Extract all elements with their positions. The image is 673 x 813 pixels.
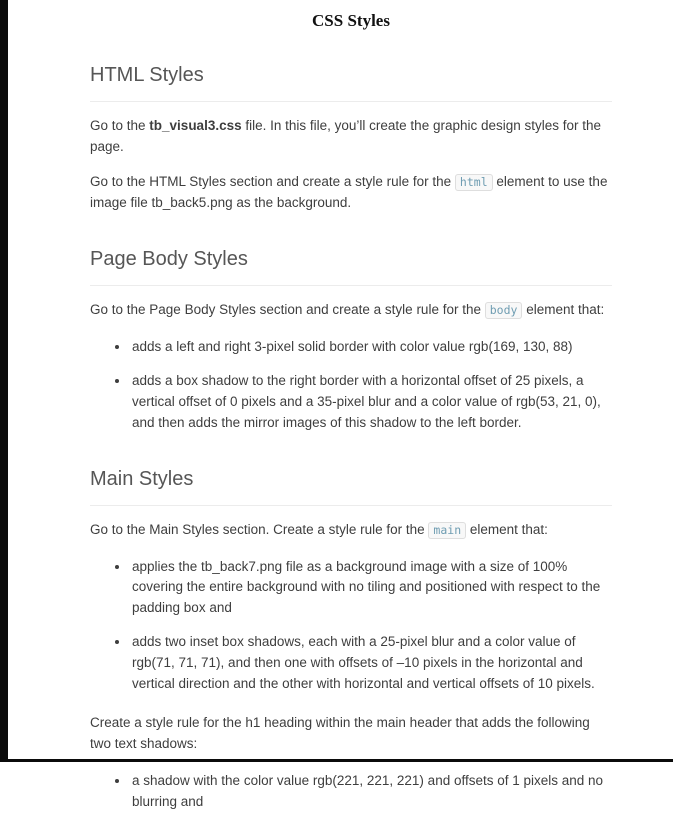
main-styles-bullet-list xyxy=(90,557,612,696)
paragraph-visual3-file xyxy=(90,116,612,158)
section-heading-page-body-styles: Page Body Styles xyxy=(90,244,612,286)
bullet-item: • adds a left and right 3-pixel solid border with color value rgb(169, 130, 88) xyxy=(130,337,612,358)
paragraph-h1-text-shadows: Create a style rule for the h1 heading within the main header that adds the following two text shadows: xyxy=(90,715,590,752)
bullet-item: • applies the tb_back7.png file as a background image with a size of 100% covering the entire background with no tiling and positioned with respect to the padding box and xyxy=(130,557,612,620)
bullet-item: • adds two inset box shadows, each with a 25-pixel blur and a color value of rgb(71, 71, 71), and then one with offsets of –10 pixels in the horizontal and vertical direction and the other with horizontal and vertical offsets of 10 pixels. xyxy=(130,632,612,695)
code-chip-html: html xyxy=(455,174,493,191)
text-run: Go to the Main Styles section. Create a style rule for the xyxy=(90,521,429,537)
left-edge-bar xyxy=(0,0,8,762)
bullet-item: • adds a box shadow to the right border with a horizontal offset of 25 pixels, a vertical offset of 0 pixels and a 35-pixel blur and a color value of rgb(53, 21, 0), and then adds the mirror images of this shadow to the left border. xyxy=(130,371,612,434)
bold-filename: tb_visual3.css xyxy=(149,118,242,134)
h1-shadow-bullet-list xyxy=(90,771,612,813)
paragraph-main-rule xyxy=(90,520,612,541)
page-title: CSS Styles xyxy=(312,11,390,30)
paragraph-html-rule xyxy=(90,172,612,214)
bullet-item: • a shadow with the color value rgb(221, 221, 221) and offsets of 1 pixels and no blurring and xyxy=(130,771,612,813)
text-run: element that: xyxy=(522,302,605,318)
text-run: element to use the image file tb_back5.png as the background. xyxy=(90,174,608,211)
text-run: Go to the HTML Styles section and create a style rule for the xyxy=(90,174,455,190)
text-run: element that: xyxy=(466,521,548,537)
code-chip-main: main xyxy=(428,522,466,539)
text-run: Go to the Page Body Styles section and create a style rule for the xyxy=(90,302,485,318)
paragraph-body-rule xyxy=(90,300,612,321)
text-run: file. In this file, you’ll create the graphic design styles for the page. xyxy=(90,118,602,155)
body-styles-bullet-list xyxy=(90,337,612,434)
section-heading-html-styles: HTML Styles xyxy=(90,60,612,102)
section-heading-main-styles: Main Styles xyxy=(90,464,612,506)
code-chip-body: body xyxy=(485,302,523,319)
text-run: Go to the xyxy=(90,118,150,134)
